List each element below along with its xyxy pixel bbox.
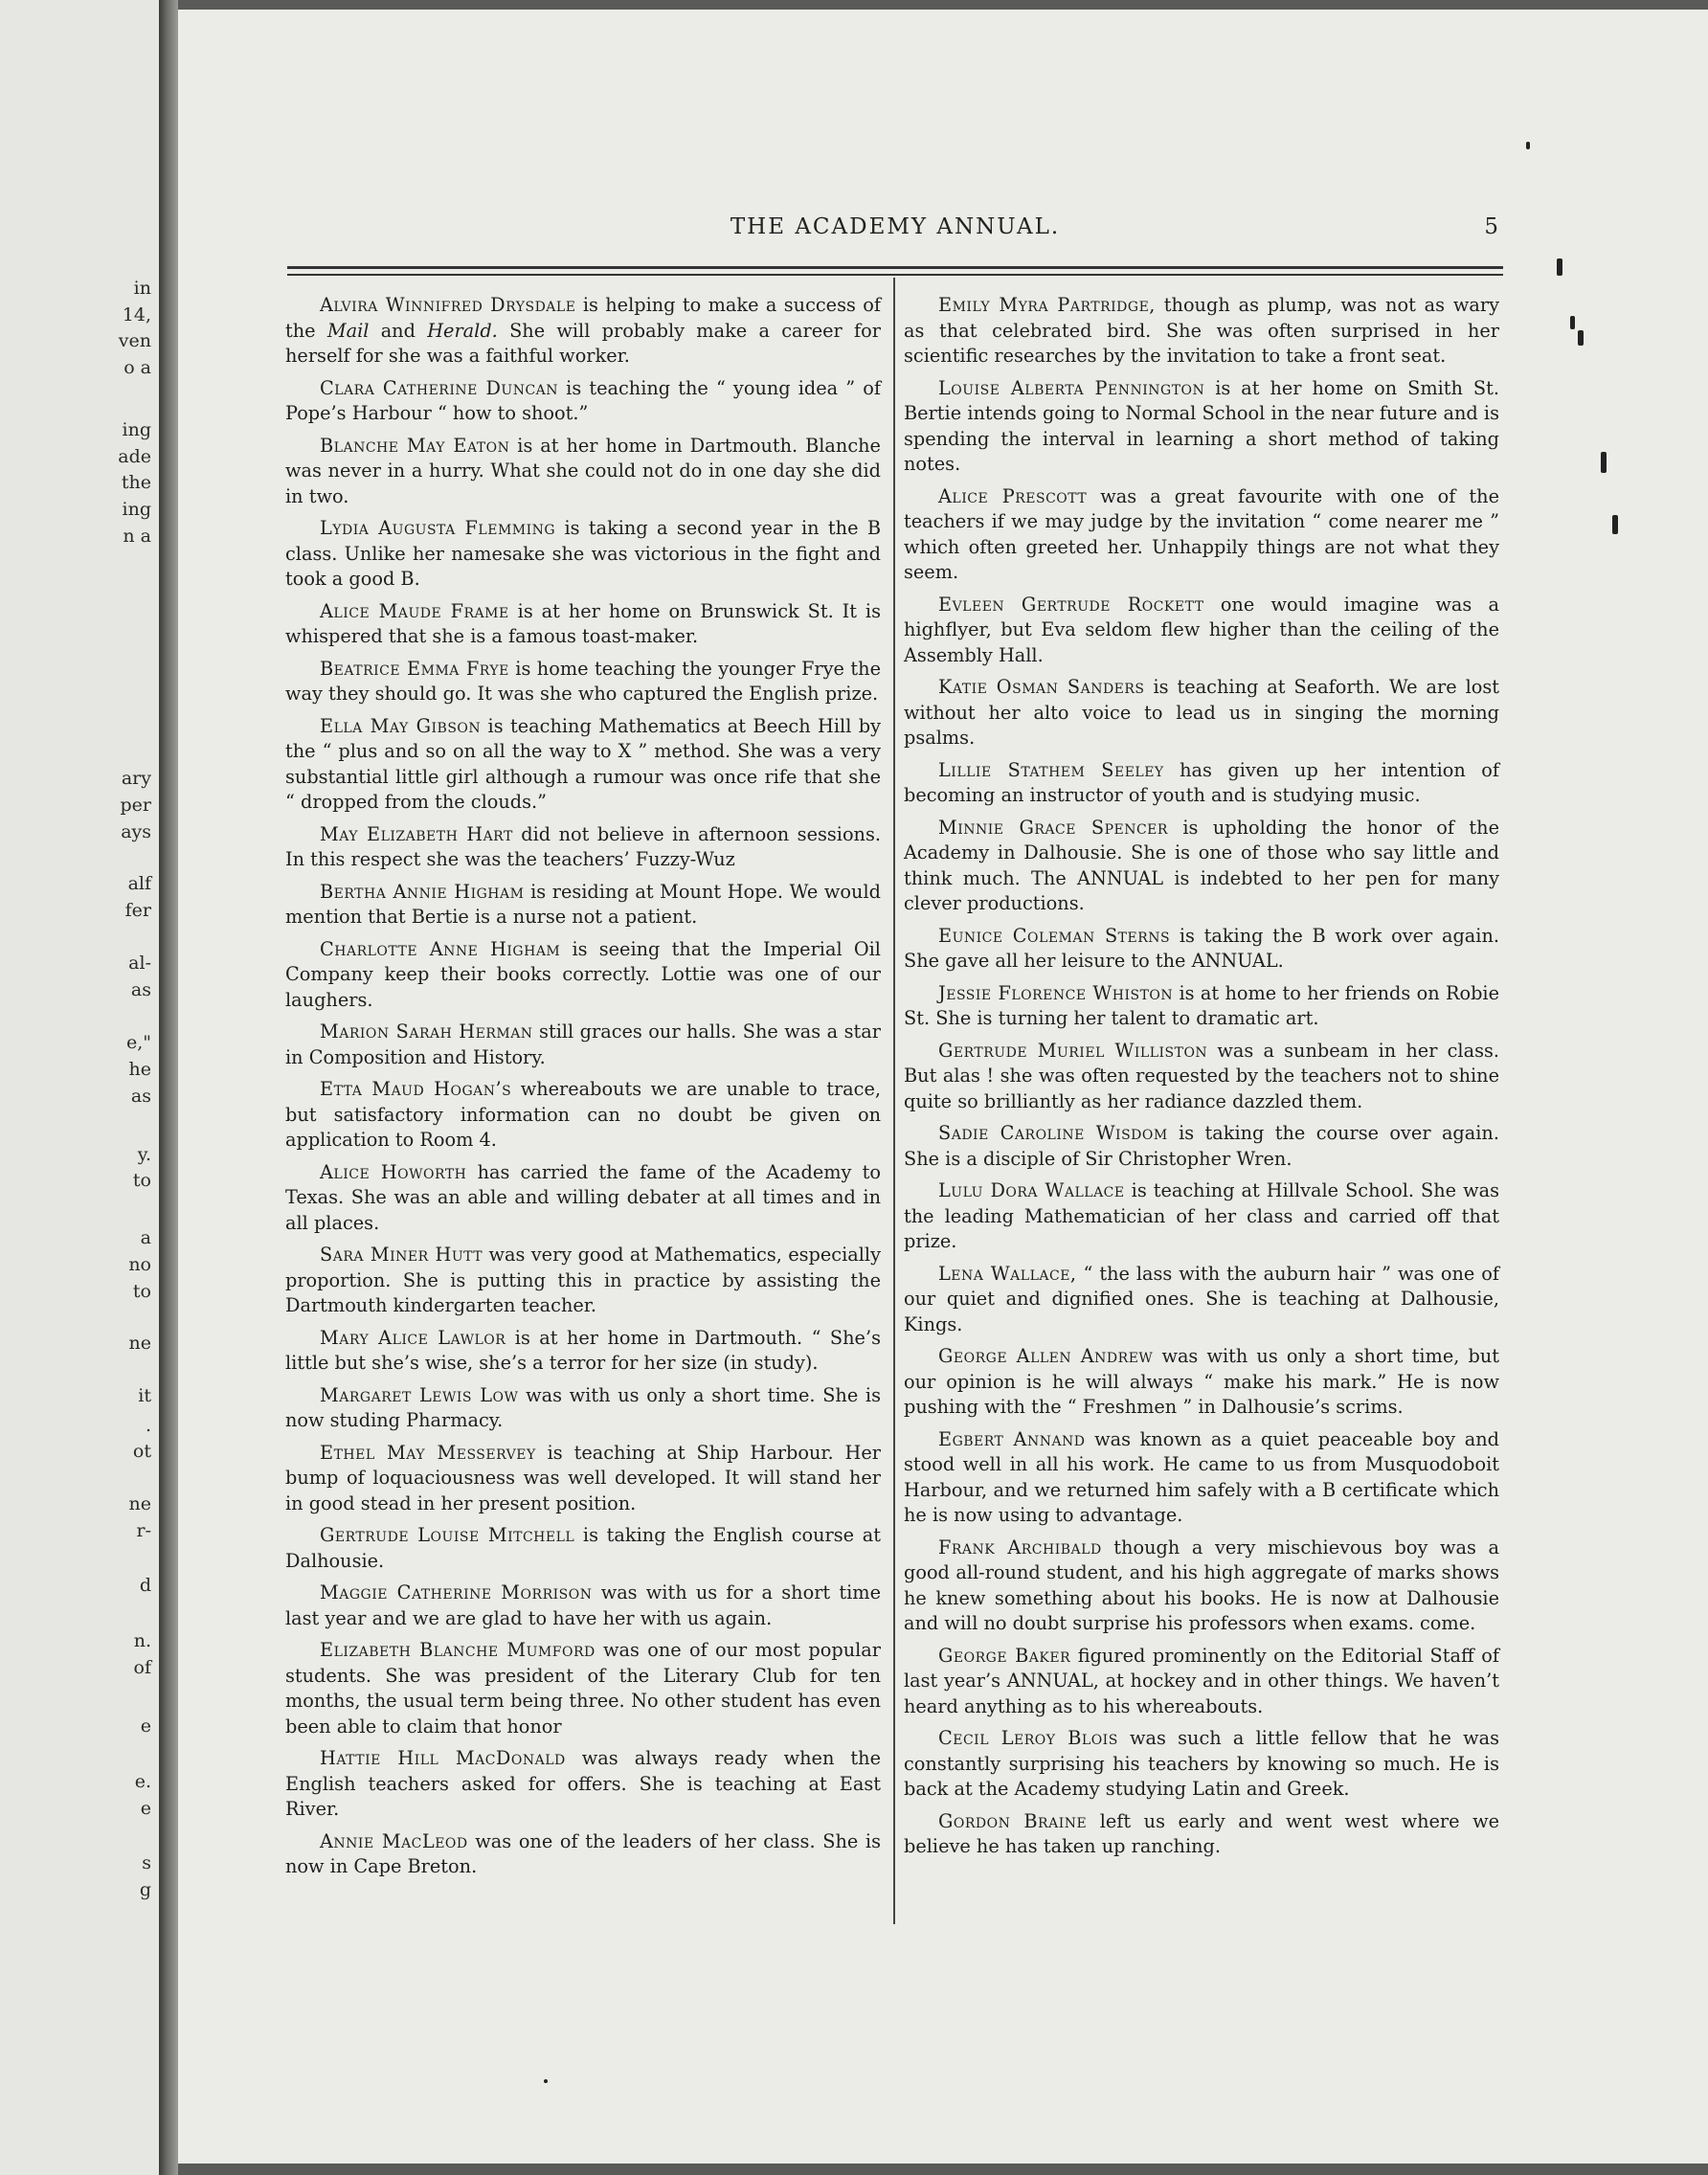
entry-name: Ella May Gibson — [320, 714, 482, 737]
entry-name: Ethel May Messervey — [320, 1441, 536, 1464]
entry-text: is at home to her friends on Robie St. She is turning her talent to dramatic art. — [904, 981, 1499, 1029]
fragment: as — [130, 1086, 151, 1107]
fragment: the — [121, 472, 151, 493]
entry — [285, 1326, 881, 1377]
entry-name: Maggie Catherine Morrison — [320, 1581, 593, 1603]
entry-text: has carried the fame of the Academy to Texas. She was an able and willing debater at all times and in all places. — [285, 1160, 881, 1234]
entry — [904, 593, 1499, 669]
entry-text: has given up her intention of becoming an instructor of youth and is studying music. — [904, 758, 1499, 806]
header-rule — [287, 274, 1503, 276]
fragment: r- — [136, 1520, 151, 1541]
entry-name: Gertrude Muriel Williston — [938, 1039, 1208, 1062]
fragment: e — [140, 1715, 151, 1737]
book-gutter — [159, 0, 178, 2175]
entry-text: was one of our most popular students. She was president of the Literary Club for ten months, the usual term being three. No other student has even been able to claim that honor — [285, 1639, 881, 1738]
fragment: s — [142, 1852, 151, 1873]
entry — [285, 599, 881, 650]
entry-name: Alice Prescott — [938, 484, 1088, 507]
entry-name: Margaret Lewis Low — [320, 1383, 519, 1406]
entry — [904, 758, 1499, 809]
fragment: n. — [133, 1630, 151, 1651]
entry — [285, 937, 881, 1014]
entry-text: is teaching the “ young idea ” of Pope’s Harbour “ how to shoot.” — [285, 376, 881, 424]
entry-name: Beatrice Emma Frye — [320, 657, 509, 680]
entry — [285, 1020, 881, 1070]
fragment: he — [128, 1059, 151, 1080]
entry-text: though as plump, was not as wary as that celebrated bird. She was often surprised in her scientific researches by the invitation to take a front seat. — [904, 294, 1499, 367]
entry — [904, 1809, 1499, 1860]
entry-text: is teaching at Seaforth. We are lost without her alto voice to lead us in singing the morning psalms. — [904, 676, 1499, 749]
entry-text: is teaching at Hillvale School. She was the leading Mathematician of her class and carried off that prize. — [904, 1179, 1500, 1252]
entry-name: Annie MacLeod — [320, 1829, 468, 1852]
entry — [904, 1121, 1499, 1172]
fragment: ne — [128, 1493, 151, 1514]
column-divider — [893, 278, 895, 1924]
entry-text: “ the lass with the auburn hair ” was one of our quiet and dignified ones. She is teaching at Dalhousie, Kings. — [904, 1262, 1499, 1335]
entry — [904, 376, 1499, 478]
entry-name: Emily Myra Partridge, — [938, 294, 1156, 316]
entry-name: Lydia Augusta Flemming — [320, 517, 556, 539]
fragment: fer — [124, 900, 151, 921]
entry — [285, 434, 881, 510]
entry — [285, 657, 881, 707]
fragment: e," — [125, 1032, 151, 1053]
right-column — [904, 293, 1499, 1867]
entry-text: is taking the course over again. She is a disciple of Sir Christopher Wren. — [904, 1122, 1499, 1170]
entry-text: whereabouts we are unable to trace, but satisfactory information can no doubt be given on application to Room 4. — [285, 1078, 881, 1151]
fragment: alf — [127, 873, 151, 894]
entry-name: Hattie Hill MacDonald — [320, 1747, 566, 1769]
entry-name: Alvira Winnifred Drysdale — [320, 294, 576, 316]
entry-name: Sara Miner Hutt — [320, 1244, 483, 1266]
fragment: ne — [128, 1333, 151, 1354]
entry-name: Marion Sarah Herman — [320, 1020, 533, 1043]
entry-text: was with us only a short time. She is now studing Pharmacy. — [285, 1383, 881, 1431]
entry-text: was known as a quiet peaceable boy and stood well in all his work. He came to us from Musquodoboit Harbour, and we returned him safely with a B certificate which he is now using to advantage. — [904, 1427, 1499, 1526]
entry-text: is home teaching the younger Frye the way they should go. It was she who captured the English prize. — [285, 657, 881, 705]
entry-name: Blanche May Eaton — [320, 434, 510, 457]
entry-text: is upholding the honor of the Academy in Dalhousie. She is one of those who say little and think much. The ANNUAL is indebted to her pen for many clever productions. — [904, 816, 1499, 914]
fragment: ade — [118, 446, 151, 467]
entry-text: is teaching at Ship Harbour. Her bump of loquaciousness was well developed. It will stand her in good stead in her present position. — [285, 1441, 881, 1514]
entry-name: Cecil Leroy Blois — [938, 1727, 1118, 1749]
entry-name: Gertrude Louise Mitchell — [320, 1524, 575, 1546]
entry-name: Etta Maud Hogan’s — [320, 1078, 512, 1100]
entry-text: was such a little fellow that he was constantly surprising his teachers by knowing so much. He is back at the Academy studying Latin and Greek. — [904, 1727, 1499, 1800]
entry — [285, 516, 881, 593]
fragment: ing — [122, 499, 151, 520]
entry-name: Eunice Coleman Sterns — [938, 924, 1171, 947]
entry — [904, 484, 1499, 586]
entry — [904, 981, 1499, 1032]
entry-name: Lena Wallace, — [938, 1262, 1077, 1285]
fragment: ays — [121, 821, 151, 842]
entry-name: Mary Alice Lawlor — [320, 1326, 506, 1349]
entry-name: Louise Alberta Pennington — [938, 376, 1205, 399]
entry-text: one would imagine was a highflyer, but Eva seldom flew higher than the ceiling of the Assembly Hall. — [904, 593, 1499, 666]
entry-text: was a great favourite with one of the teachers if we may judge by the invitation “ come nearer me ” which often greeted her. Unhappily things are not what they seem. — [904, 484, 1499, 583]
fragment: ing — [122, 419, 151, 440]
entry — [285, 376, 881, 427]
entry — [285, 714, 881, 816]
entry-name: Katie Osman Sanders — [938, 676, 1145, 698]
entry-text: is at her home on Brunswick St. It is whispered that she is a famous toast-maker. — [285, 599, 881, 647]
entry — [904, 675, 1499, 751]
entry — [904, 924, 1499, 975]
entry-name: Alice Howorth — [320, 1160, 467, 1183]
entry — [904, 816, 1499, 917]
entry-name: Jessie Florence Whiston — [938, 981, 1174, 1004]
entry-name: Gordon Braine — [938, 1809, 1088, 1832]
fragment: y. — [137, 1144, 151, 1165]
entry — [285, 1829, 881, 1880]
fragment: in — [133, 278, 151, 299]
fragment: al- — [128, 953, 151, 974]
header-rule — [287, 266, 1503, 269]
entry-name: May Elizabeth Hart — [320, 822, 513, 845]
fragment: as — [130, 979, 151, 1000]
entry-text: figured prominently on the Editorial Staff of last year’s ANNUAL, at hockey and in other things. We haven’t heard anything as to his whereabouts. — [904, 1644, 1499, 1717]
entry — [285, 1160, 881, 1237]
entry-text: though a very mischievous boy was a good all-round student, and his high aggregate of marks shows he knew something about his books. He is now at Dalhousie and will no doubt surprise his professors when exams. come. — [904, 1536, 1499, 1634]
entry-text: was with us for a short time last year and we are glad to have her with us again. — [285, 1581, 881, 1629]
fragment: no — [128, 1254, 151, 1275]
entry-text: is teaching Mathematics at Beech Hill by the “ plus and so on all the way to X ” method. She was a very substantial little girl although a rumour was once rife that she “ dropped from the clouds.” — [285, 714, 881, 813]
entry-text: is seeing that the Imperial Oil Company keep their books correctly. Lottie was one of our laughers. — [285, 937, 881, 1011]
fragment: e. — [134, 1771, 151, 1792]
facing-page-edge — [0, 0, 159, 2175]
fragment: ven — [118, 330, 151, 351]
entry-text: is taking the English course at Dalhousie. — [285, 1524, 881, 1572]
entry-text: was always ready when the English teachers asked for offers. She is teaching at East River. — [285, 1747, 881, 1820]
fragment: a — [140, 1227, 151, 1248]
entry — [285, 1638, 881, 1739]
entry-name: Frank Archibald — [938, 1536, 1102, 1558]
entry-text: is at her home in Dartmouth. “ She’s little but she’s wise, she’s a terror for her size (in study). — [285, 1326, 881, 1374]
fragment: 14, — [122, 304, 151, 325]
entry-text: is at her home in Dartmouth. Blanche was never in a hurry. What she could not do in one day she did in two. — [285, 434, 881, 507]
fragment: ot — [132, 1441, 151, 1462]
fragment: d — [139, 1575, 151, 1596]
entry — [285, 880, 881, 931]
fragment: per — [120, 795, 151, 816]
entry — [285, 1441, 881, 1517]
entry — [285, 1746, 881, 1823]
entry — [285, 1581, 881, 1631]
running-title: THE ACADEMY ANNUAL. — [730, 214, 1061, 239]
fragment: . — [145, 1415, 151, 1436]
entry-text: is residing at Mount Hope. We would mention that Bertie is a nurse not a patient. — [285, 880, 881, 928]
fragment: ary — [121, 768, 151, 789]
entry-name: Alice Maude Frame — [320, 599, 509, 622]
entry-name: Minnie Grace Spencer — [938, 816, 1168, 839]
entry — [904, 1178, 1499, 1255]
entry-text: was with us only a short time, but our opinion is he will always “ make his mark.” He is now pushing with the “ Freshmen ” in Dalhousie’s scrims. — [904, 1345, 1499, 1418]
entry — [904, 1262, 1499, 1338]
entry-name: Charlotte Anne Higham — [320, 937, 561, 960]
entry — [285, 822, 881, 873]
fragment: e — [140, 1798, 151, 1819]
entry-text: is taking the B work over again. She gave all her leisure to the ANNUAL. — [904, 924, 1499, 972]
entry-text: is at her home on Smith St. Bertie intends going to Normal School in the near future and is spending the interval in learning a short method of taking notes. — [904, 376, 1499, 475]
entry-text: is taking a second year in the B class. Unlike her namesake she was victorious in the fight and took a good B. — [285, 517, 881, 590]
entry-name: Bertha Annie Higham — [320, 880, 525, 903]
entry-text: left us early and went west where we believe he has taken up ranching. — [904, 1809, 1499, 1857]
entry — [904, 1536, 1499, 1637]
entry-name: Clara Catherine Duncan — [320, 376, 559, 399]
entry — [285, 1383, 881, 1434]
entry-name: Sadie Caroline Wisdom — [938, 1122, 1168, 1144]
entry-text: still graces our halls. She was a star in Composition and History. — [285, 1020, 881, 1068]
running-header — [287, 214, 1503, 253]
fragment: to — [132, 1281, 151, 1302]
entry — [904, 1644, 1499, 1720]
page-number: 5 — [1484, 214, 1498, 239]
entry — [904, 1039, 1499, 1115]
entry-name: Lulu Dora Wallace — [938, 1179, 1125, 1201]
fragment: of — [133, 1657, 151, 1678]
fragment: it — [138, 1385, 151, 1406]
entry-name: Egbert Annand — [938, 1427, 1086, 1450]
entry-name: Evleen Gertrude Rockett — [938, 593, 1204, 616]
entry — [904, 1427, 1499, 1529]
entry-text: was a sunbeam in her class. But alas ! she was often requested by the teachers not to shine quite so brilliantly as her radiance dazzled them. — [904, 1039, 1499, 1112]
entry-text: did not believe in afternoon sessions. In this respect she was the teachers’ Fuzzy-Wuz — [285, 822, 881, 870]
entry — [285, 1243, 881, 1319]
entry-text: was very good at Mathematics, especially proportion. She is putting this in practice by assisting the Dartmouth kindergarten teacher. — [285, 1244, 881, 1316]
fragment: to — [132, 1170, 151, 1191]
entry — [904, 293, 1499, 370]
fragment: n a — [123, 526, 151, 547]
entry — [904, 1726, 1499, 1803]
entry-name: George Baker — [938, 1644, 1071, 1667]
entry — [285, 1523, 881, 1574]
entry-text: was one of the leaders of her class. She is now in Cape Breton. — [285, 1829, 881, 1877]
entry — [285, 1077, 881, 1154]
fragment: g — [139, 1879, 151, 1900]
fragment: o a — [124, 357, 151, 378]
entry-name: George Allen Andrew — [938, 1345, 1154, 1367]
entry — [904, 1344, 1499, 1421]
entry-name: Elizabeth Blanche Mumford — [320, 1639, 596, 1661]
entry-name: Lillie Stathem Seeley — [938, 758, 1164, 781]
left-column — [285, 293, 881, 1887]
entry: Alvira Winnifred Drysdale is helping to make a success of the Mail and Herald. She will probably make a career for herself for she was a faithful worker. — [285, 294, 881, 367]
